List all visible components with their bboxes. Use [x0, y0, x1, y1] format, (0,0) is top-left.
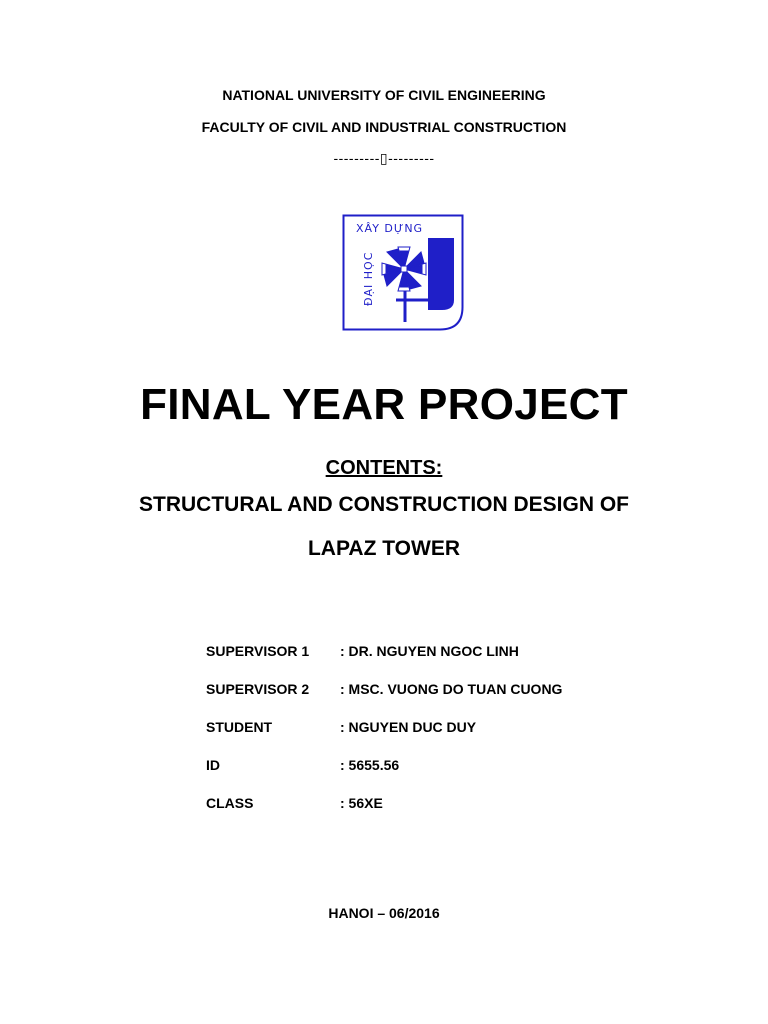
project-topic-line-2: LAPAZ TOWER: [307, 537, 461, 560]
info-label: SUPERVISOR 2: [206, 681, 310, 697]
project-topic-line-1: STRUCTURAL AND CONSTRUCTION DESIGN OF: [139, 493, 629, 516]
faculty-name: FACULTY OF CIVIL AND INDUSTRIAL CONSTRUCTION: [201, 119, 567, 135]
university-logo: [342, 214, 464, 331]
project-title: FINAL YEAR PROJECT: [140, 380, 628, 429]
info-label: STUDENT: [206, 719, 273, 735]
university-logo-icon: [342, 214, 464, 331]
header-divider: ---------▯---------: [333, 150, 435, 166]
info-label: CLASS: [206, 795, 254, 811]
info-value: : 56XE: [340, 795, 383, 811]
logo-top-text: XÂY DỰNG: [356, 222, 424, 235]
place-date: HANOI – 06/2016: [328, 905, 440, 921]
info-label: ID: [206, 757, 220, 773]
logo-side-text: ĐẠI HỌC: [362, 251, 375, 306]
info-value: : DR. NGUYEN NGOC LINH: [340, 643, 519, 659]
university-name: NATIONAL UNIVERSITY OF CIVIL ENGINEERING: [222, 87, 546, 103]
info-value: : MSC. VUONG DO TUAN CUONG: [340, 681, 563, 697]
info-value: : NGUYEN DUC DUY: [340, 719, 477, 735]
info-value: : 5655.56: [340, 757, 400, 773]
contents-label: CONTENTS:: [325, 457, 443, 479]
info-label: SUPERVISOR 1: [206, 643, 310, 659]
